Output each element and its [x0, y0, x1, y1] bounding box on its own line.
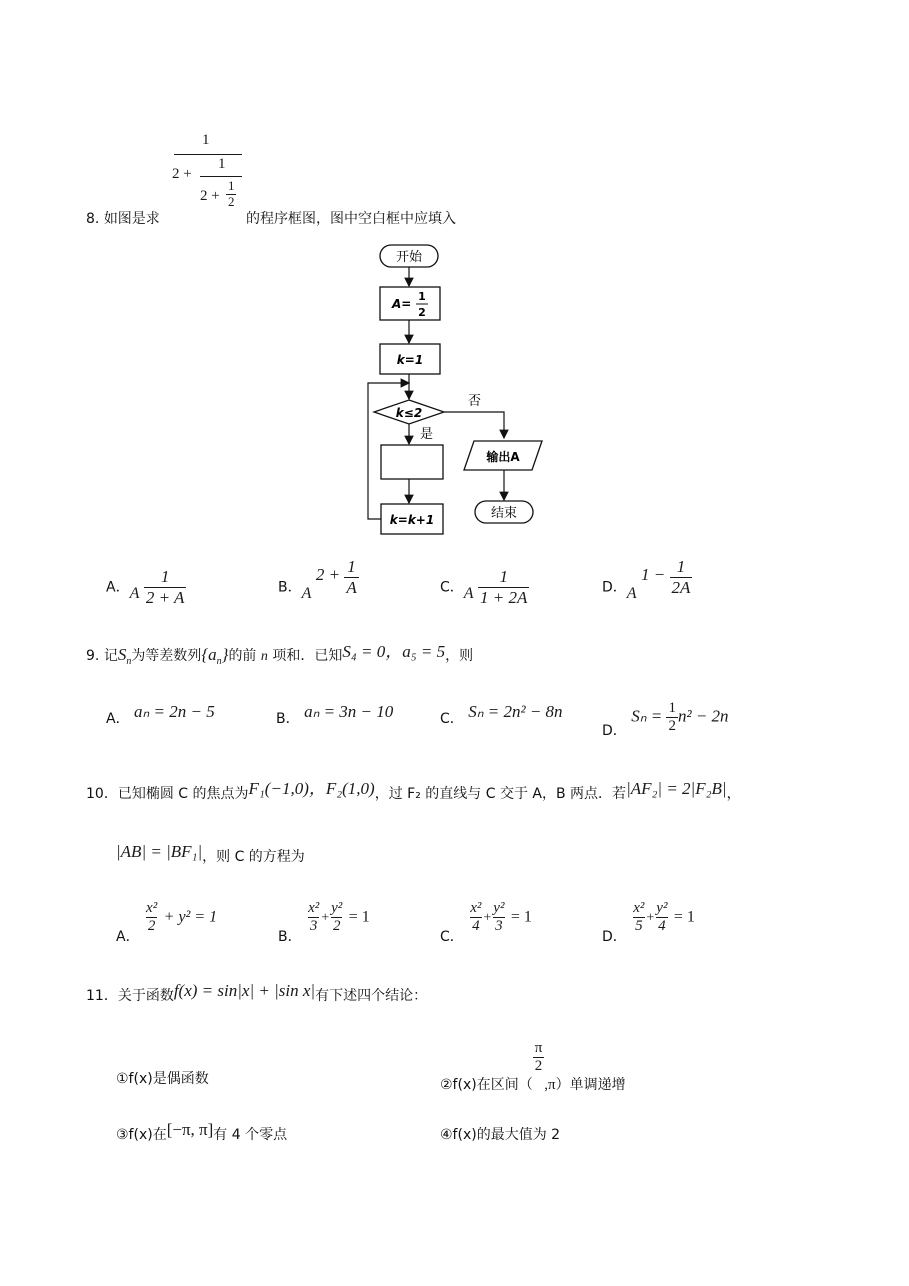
q8-stem-after: 的程序框图，图中空白框中应填入 [246, 211, 456, 227]
q8-option-b[interactable]: B．A 2 + $\frac{1}{A}$ [278, 557, 357, 602]
q8-flowchart [350, 240, 570, 540]
q11-conclusion-2: ②f(x)在区间（ $\frac{\pi}{2}$ ,π）单调递增 [440, 1040, 626, 1094]
q11-conclusion-1: ①f(x)是偶函数 [116, 1071, 209, 1087]
q8-expr-fraction-bar [174, 154, 242, 155]
flow-condition-label: k≤2 [395, 406, 423, 420]
flow-output-label: 输出A [486, 450, 520, 464]
q8-expr-one: 1 [202, 132, 210, 148]
svg-text:2: 2 [418, 306, 426, 319]
flow-no-label: 否 [468, 394, 482, 409]
q9-option-c[interactable]: C． Sₙ = 2n² − 8n [440, 702, 563, 727]
q8-option-d[interactable]: D．A 1 − $\frac{1}{2A}$ [602, 557, 691, 602]
q9-condition: S₄ = 0，a₅ = 5 [342, 642, 446, 661]
flow-init-a-label: A= [392, 297, 412, 311]
svg-text:1: 1 [418, 290, 426, 303]
q10-option-c[interactable]: C． $\frac{\text{x²}}{4}$ + $\frac{\text{y²}}{3}$ = 1 [440, 900, 532, 946]
flow-init-k-label: k=1 [396, 353, 424, 367]
q10-option-b[interactable]: B． $\frac{\text{x²}}{3}$ + $\frac{\text{y²}}{2}$ = 1 [278, 900, 370, 946]
q11-stem: 11．关于函数f(x) = sin|x| + |sin x|有下述四个结论： [86, 981, 428, 1004]
q8-expr-two-plus: 2 + [172, 166, 192, 182]
q9-number: 9. [86, 648, 100, 664]
flow-yes-label: 是 [420, 427, 434, 442]
flow-start-label: 开始 [395, 250, 423, 265]
q8-expression: 1 2 + 1 2 + 1 2 [170, 130, 250, 210]
flow-end-label: 结束 [490, 506, 518, 521]
q10-stem-line2: |AB| = |BF₁|，则 C 的方程为 [116, 842, 305, 865]
q10-option-a[interactable]: A． $\frac{\text{x²}}{2}$ + y² = 1 [116, 900, 218, 946]
flow-increment-label: k=k+1 [389, 513, 435, 527]
q9-option-a[interactable]: A． aₙ = 2n − 5 [106, 702, 215, 727]
q11-conclusion-3: ③f(x)在[−π, π]有 4 个零点 [116, 1120, 288, 1143]
q8-option-a[interactable]: A．A $\frac{1}{2 + A}$ [106, 567, 185, 607]
q8-number: 8. [86, 211, 100, 227]
q10-option-d[interactable]: D． $\frac{\text{x²}}{5}$ + $\frac{\text{y²}}{4}$ = 1 [602, 900, 695, 946]
flow-blank-box [381, 445, 443, 479]
q9-stem: 9. 记$S_n$为等差数列$\{a_n\}$的前 n 项和．已知S₄ = 0，a₅ = 5，则 [86, 642, 474, 667]
q10-number: 10． [86, 786, 118, 802]
q9-option-b[interactable]: B． aₙ = 3n − 10 [276, 702, 394, 727]
q9-option-d[interactable]: D． Sₙ = $\frac{1}{2}$ n² − 2n [602, 700, 729, 740]
q11-number: 11． [86, 988, 118, 1004]
q10-stem-line1: 10．已知椭圆 C 的焦点为F₁(−1,0)，F₂(1,0)，过 F₂ 的直线与 C 交于 A，B 两点．若|AF₂| = 2|F₂B|， [86, 779, 741, 802]
q8-stem: 8. 如图是求 [86, 211, 160, 227]
q11-conclusion-4: ④f(x)的最大值为 2 [440, 1127, 561, 1143]
q8-expr-inner-two-plus: 2 + [200, 188, 220, 204]
q8-option-c[interactable]: C．A $\frac{1}{1 + 2A}$ [440, 567, 528, 607]
